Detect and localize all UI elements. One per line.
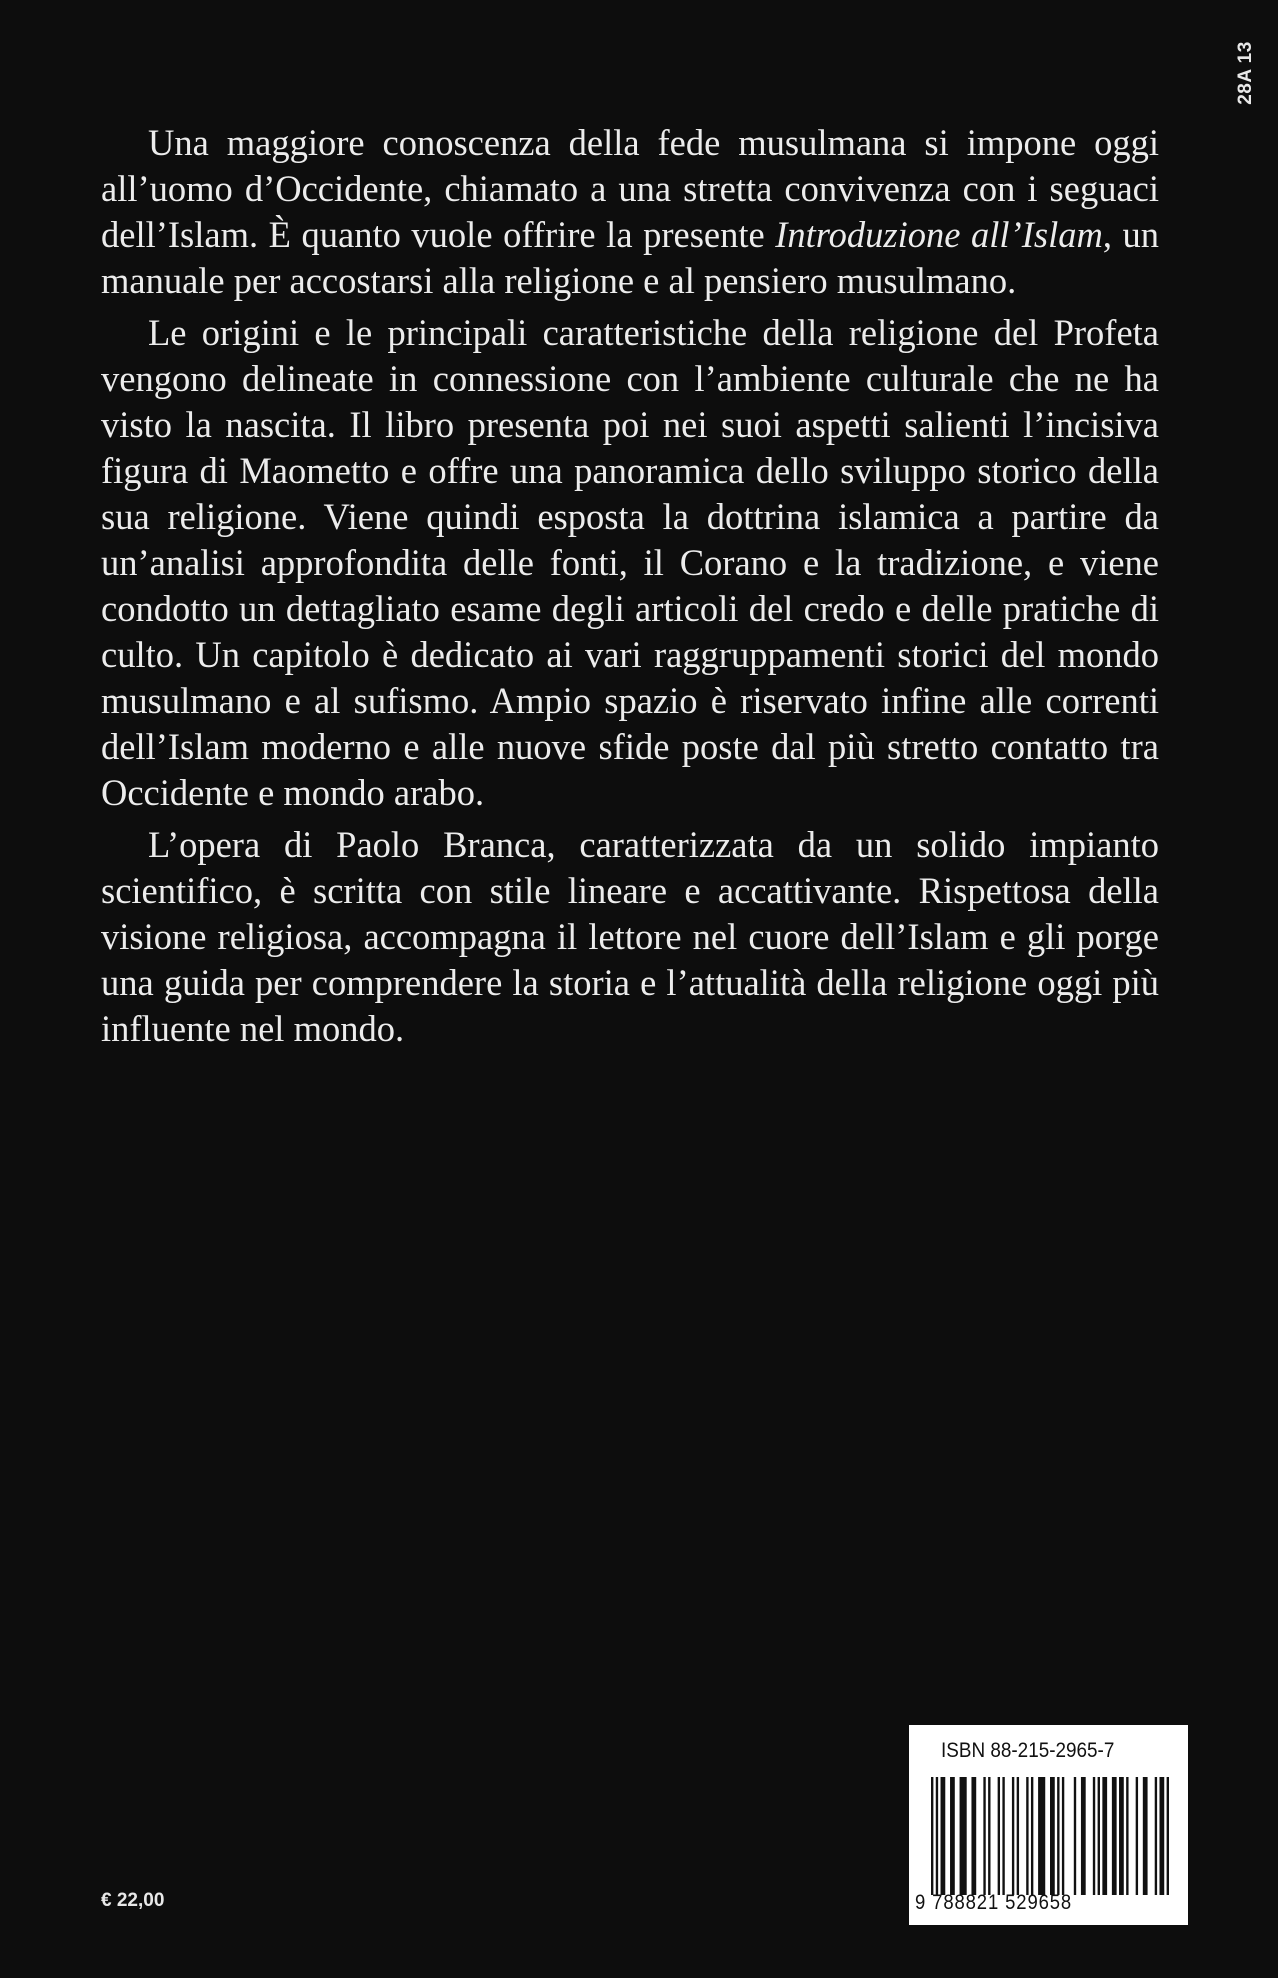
barcode-bar	[1155, 1777, 1157, 1895]
barcode-bar	[1167, 1777, 1169, 1895]
barcode-bar	[1159, 1777, 1164, 1895]
barcode-bar	[1038, 1777, 1045, 1895]
barcode-bar	[1136, 1777, 1138, 1895]
barcode-bar	[1062, 1777, 1064, 1895]
ean-number: 9 788821 529658	[915, 1891, 1073, 1914]
barcode-bar	[983, 1777, 985, 1895]
barcode-bar	[1031, 1777, 1033, 1895]
barcode-bar	[1126, 1777, 1128, 1895]
barcode-bar	[1074, 1777, 1076, 1895]
barcode-bar	[1143, 1777, 1148, 1895]
barcode-bar	[1102, 1777, 1107, 1895]
barcode-bar	[1012, 1777, 1014, 1895]
blurb-paragraph-1	[101, 120, 1159, 304]
barcode-bar	[1093, 1777, 1095, 1895]
barcode-bar	[1002, 1777, 1004, 1895]
paragraph-1-text-end: , un manuale per accostarsi alla religione e al pensiero musulmano.	[101, 214, 1160, 301]
blurb-paragraph-3: L’opera di Paolo Branca, caratterizzata da un solido impianto scientifico, è scritta con stile lineare e accattivante. Rispettosa della visione religiosa, accompagna il lettore nel cuore dell’Islam e gli porge una guida per comprendere la storia e l’attualità della religione oggi più influente nel mondo.	[101, 824, 1159, 1049]
book-title-italic: Introduzione all’Islam	[775, 214, 1103, 255]
barcode-bar	[1057, 1777, 1059, 1895]
barcode-bar	[931, 1777, 933, 1895]
barcode-bar	[1098, 1777, 1100, 1895]
price-label: € 22,00	[101, 1890, 165, 1911]
barcode-bar	[1026, 1777, 1028, 1895]
barcode-bar	[941, 1777, 946, 1895]
barcode-bar	[988, 1777, 990, 1895]
barcode-bar	[1017, 1777, 1019, 1895]
side-code	[1228, 28, 1264, 118]
barcode-bar	[950, 1777, 955, 1895]
side-code-text: 28A 13	[1235, 41, 1256, 105]
blurb-paragraph-2: Le origini e le principali caratteristiche della religione del Profeta vengono delineate in connessione con l’ambiente culturale che ne ha visto la nascita. Il libro presenta poi nei suoi aspetti salienti l’incisiva figura di Maometto e offre una panoramica dello sviluppo storico della sua religione. Viene quindi esposta la dottrina islamica a partire da un’analisi approfondita delle fonti, il Corano e la tradizione, e viene condotto un dettagliato esame degli articoli del credo e delle pratiche di culto. Un capitolo è dedicato ai vari raggruppamenti storici del mondo musulmano e al sufismo. Ampio spazio è riservato infine alle correnti dell’Islam moderno e alle nuove sfide poste dal più stretto contatto tra Occidente e mondo arabo.	[101, 312, 1159, 813]
barcode-bar	[960, 1777, 967, 1895]
barcode-bar	[1050, 1777, 1055, 1895]
barcode-bar	[998, 1777, 1000, 1895]
barcode-bar	[1081, 1777, 1086, 1895]
paragraph-1-text-start: Una maggiore conoscenza della fede musulmana si impone oggi all’uomo d’Occidente, chiamato a una stretta convivenza con i seguaci dell’Islam. È quanto vuole offrire la presente	[101, 122, 1159, 255]
barcode-bar	[936, 1777, 938, 1895]
barcode-bar	[971, 1777, 976, 1895]
isbn-label: ISBN 88-215-2965-7	[941, 1739, 1115, 1762]
barcode-panel	[909, 1725, 1188, 1925]
barcode-bar	[1119, 1777, 1124, 1895]
blurb-text	[101, 120, 1159, 1058]
barcode-bar	[1112, 1777, 1117, 1895]
barcode-icon	[931, 1777, 1169, 1895]
